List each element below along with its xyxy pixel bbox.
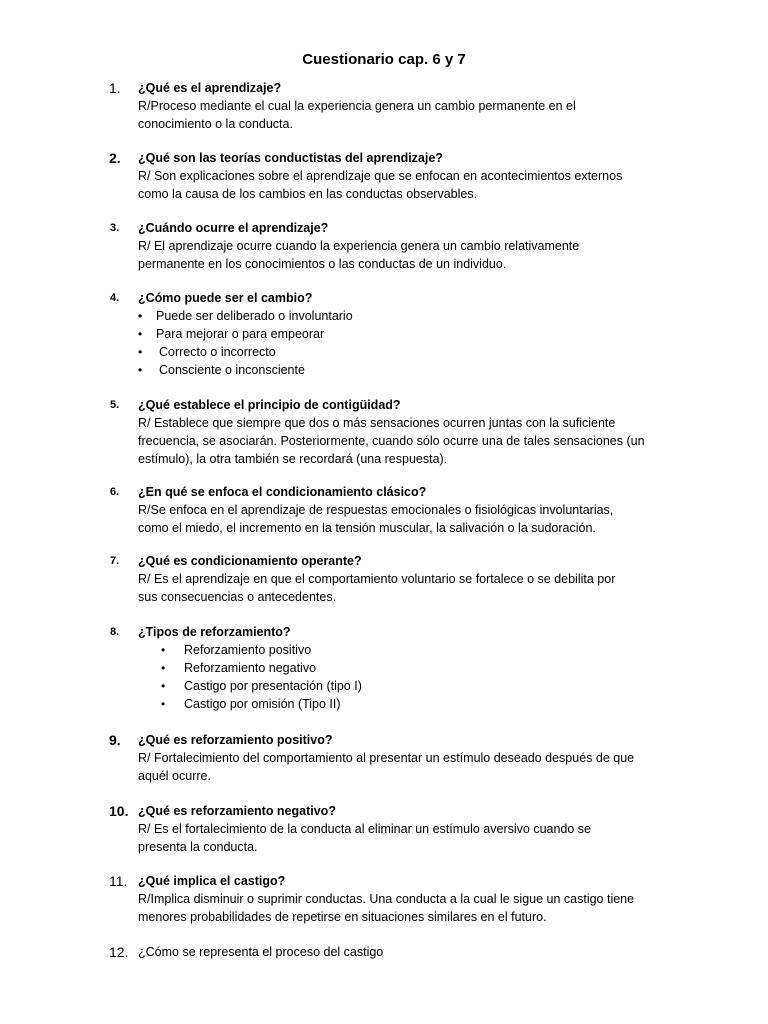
bullet-item: • Castigo por omisión (Tipo II) [161, 697, 341, 711]
answer-text: R/ Fortalecimiento del comportamiento al presentar un estímulo deseado después de que aquél ocurre. [138, 751, 635, 783]
question-number: 9. [109, 732, 121, 748]
bullet-icon: • [161, 697, 166, 711]
answer-text: R/ El aprendizaje ocurre cuando la experiencia genera un cambio relativamente permanente en los conocimientos o las conductas de un individuo. [138, 239, 580, 271]
question-number: 8. [110, 626, 120, 638]
bullet-item: • Reforzamiento positivo [161, 643, 312, 657]
question-text: ¿En qué se enfoca el condicionamiento clásico? [138, 485, 427, 499]
bullet-icon: • [161, 679, 166, 693]
question-number: 1. [109, 80, 121, 96]
question-text: ¿Cuándo ocurre el aprendizaje? [138, 221, 329, 235]
answer-text: R/ Es el aprendizaje en que el comportamiento voluntario se fortalece o se debilita por sus consecuencias o antecedentes. [138, 572, 616, 604]
answer-text: R/ Es el fortalecimiento de la conducta al eliminar un estímulo aversivo cuando se presenta la conducta. [138, 822, 592, 854]
question-text: ¿Tipos de reforzamiento? [138, 625, 291, 639]
bullet-item: • Consciente o inconsciente [138, 363, 305, 377]
question-number: 6. [110, 486, 120, 498]
question-number: 7. [110, 555, 120, 567]
question-number: 10. [109, 803, 129, 819]
bullet-icon: • [138, 363, 143, 377]
bullet-icon: • [161, 643, 166, 657]
question-text: ¿Qué es reforzamiento positivo? [138, 733, 333, 747]
bullet-icon: • [138, 309, 143, 323]
answer-text: R/Se enfoca en el aprendizaje de respuestas emocionales o fisiológicas involuntarias, como el miedo, el incremento en la tensión muscular, la salivación o la sudoración. [138, 503, 614, 535]
bullet-item: • Reforzamiento negativo [161, 661, 317, 675]
question-text: ¿Qué son las teorías conductistas del aprendizaje? [138, 151, 443, 165]
bullet-icon: • [138, 345, 143, 359]
document-title: Cuestionario cap. 6 y 7 [302, 51, 466, 68]
question-number: 11. [109, 873, 128, 889]
answer-text: R/Implica disminuir o suprimir conductas. Una conducta a la cual le sigue un castigo tiene menores probabilidades de repetirse en situaciones similares en el futuro. [138, 892, 635, 924]
question-text: ¿Cómo puede ser el cambio? [138, 291, 313, 305]
bullet-icon: • [138, 327, 143, 341]
question-number: 3. [110, 222, 120, 234]
answer-text: R/ Establece que siempre que dos o más sensaciones ocurren juntas con la suficiente frecuencia, se asociarán. Posteriormente, cuando sólo ocurre una de tales sensaciones (un estímulo), la otra también se recordará (una respuesta). [138, 416, 645, 466]
question-text: ¿Qué establece el principio de contigüidad? [138, 398, 401, 412]
bullet-list [0, 307, 768, 379]
bullet-item: • Para mejorar o para empeorar [138, 327, 325, 341]
question-number: 4. [110, 292, 120, 304]
bullet-item: • Castigo por presentación (tipo I) [161, 679, 362, 693]
question-number: 5. [110, 399, 120, 411]
question-text: ¿Cómo se representa el proceso del castigo [138, 945, 384, 959]
question-text: ¿Qué es el aprendizaje? [138, 81, 282, 95]
bullet-icon: • [161, 661, 166, 675]
question-number: 12. [109, 944, 129, 960]
answer-text: R/Proceso mediante el cual la experiencia genera un cambio permanente en el conocimiento o la conducta. [138, 99, 576, 131]
question-number: 2. [109, 150, 121, 166]
bullet-item: • Puede ser deliberado o involuntario [138, 309, 353, 323]
bullet-item: • Correcto o incorrecto [138, 345, 276, 359]
question-text: ¿Qué es reforzamiento negativo? [138, 804, 336, 818]
question-text: ¿Qué implica el castigo? [138, 874, 286, 888]
question-text: ¿Qué es condicionamiento operante? [138, 554, 362, 568]
answer-text: R/ Son explicaciones sobre el aprendizaje que se enfocan en acontecimientos externos como la causa de los cambios en las conductas observables. [138, 169, 623, 201]
bullet-list [0, 641, 768, 713]
